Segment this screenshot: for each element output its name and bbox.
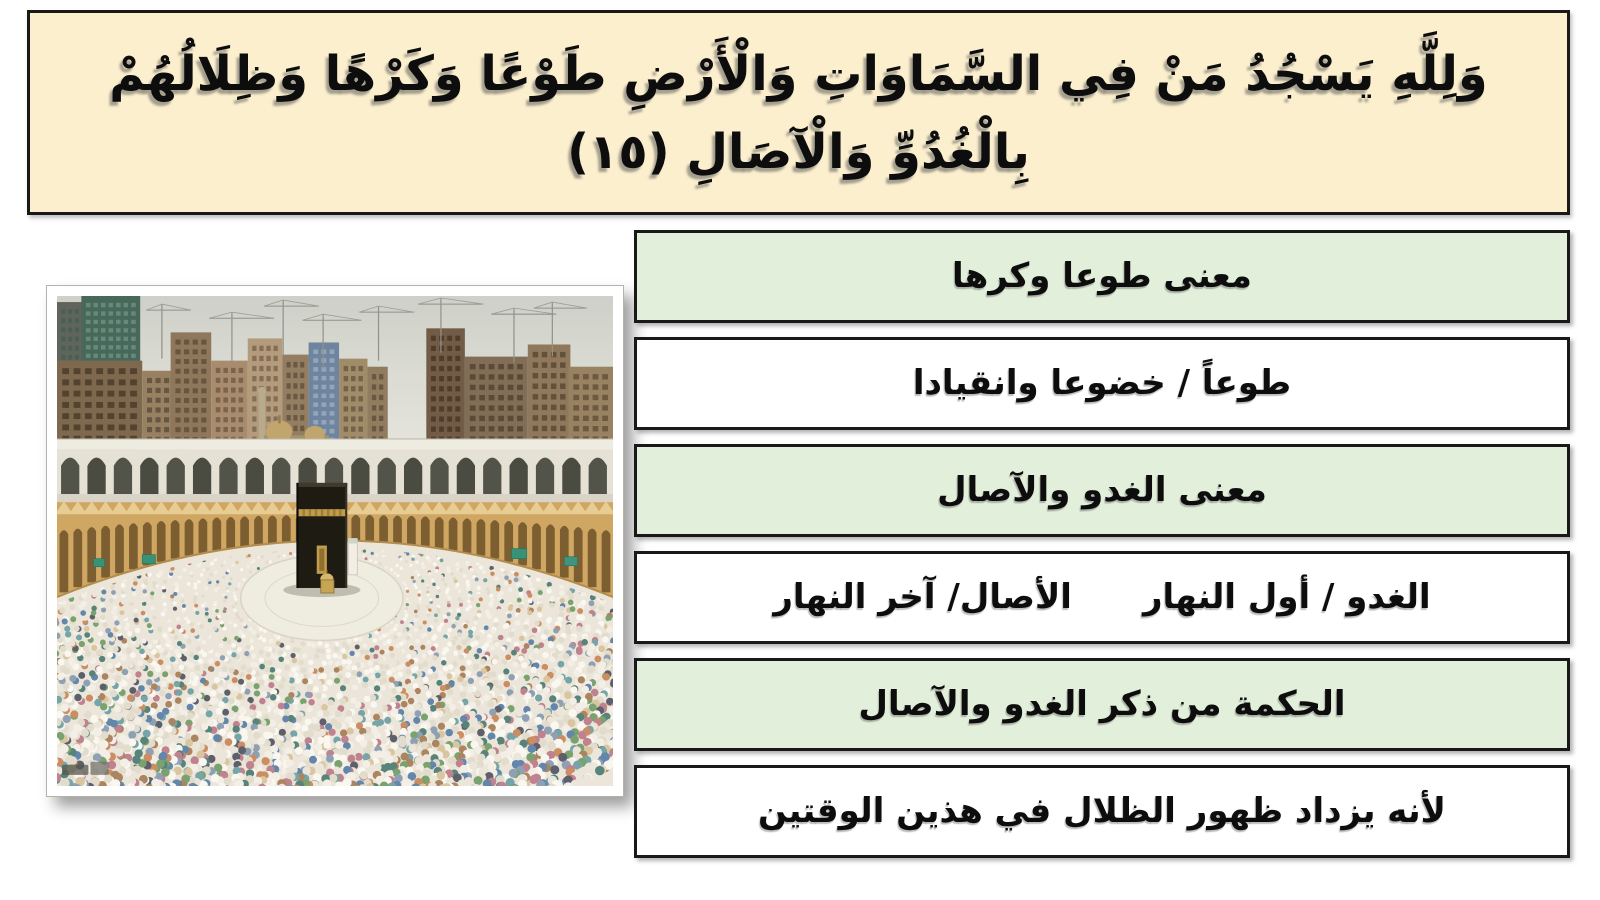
qa-answer-text-3: لأنه يزداد ظهور الظلال في هذين الوقتين — [758, 791, 1447, 832]
kaaba-mosque-photo — [46, 285, 624, 797]
qa-answer-text-2: الغدو / أول النهار الأصال/ آخر النهار — [773, 577, 1431, 618]
haze-overlay — [57, 296, 613, 786]
qa-answer-text-1: طوعاً / خضوعا وانقيادا — [912, 363, 1292, 404]
qa-question-box-3 — [634, 658, 1570, 751]
qa-question-box-2 — [634, 444, 1570, 537]
qa-answer-box-1 — [634, 337, 1570, 430]
verse-line-2: بِالْغُدُوِّ وَالْآصَالِ (١٥) — [567, 123, 1030, 180]
qa-question-text-2: معنى الغدو والآصال — [937, 470, 1267, 511]
qa-column — [634, 230, 1570, 872]
qa-answer-box-2 — [634, 551, 1570, 644]
qa-answer-box-3 — [634, 765, 1570, 858]
qa-question-text-3: الحكمة من ذكر الغدو والآصال — [858, 684, 1346, 725]
verse-line-1: وَلِلَّهِ يَسْجُدُ مَنْ فِي السَّمَاوَاتِ وَالْأَرْضِ طَوْعًا وَكَرْهًا وَظِلَالُهُمْ — [109, 45, 1488, 102]
qa-question-box-1 — [634, 230, 1570, 323]
kaaba-mosque-illustration — [57, 296, 613, 786]
verse-banner — [27, 10, 1570, 215]
qa-question-text-1: معنى طوعا وكرها — [952, 256, 1252, 297]
